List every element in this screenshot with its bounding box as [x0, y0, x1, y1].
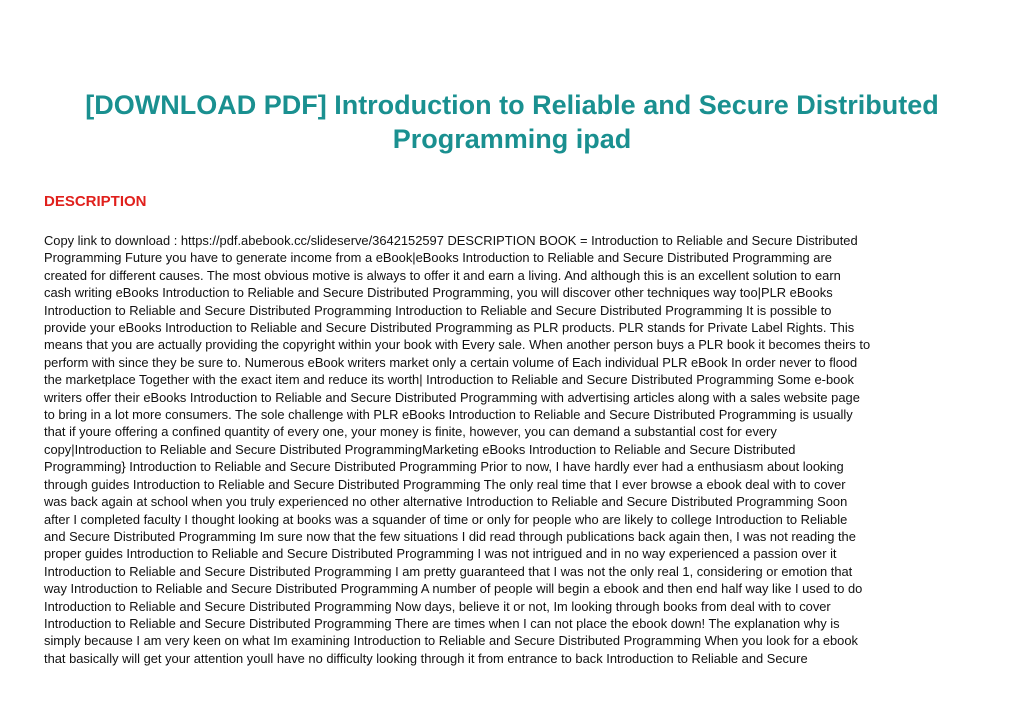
description-body: Copy link to download : https://pdf.abebook.cc/slideserve/3642152597 DESCRIPTION BOOK = Introduction to Reliable and Secure Distributed Programming Future you have to generate income from a eBook|eBooks Introduction to Reliable and Secure Distributed Programming are created for different causes. The most obvious motive is always to offer it and earn a living. And although this is an excellent solution to earn cash writing eBooks Introduction to Reliable and Secure Distributed Programming, you will discover other techniques way too|PLR eBooks Introduction to Reliable and Secure Distributed Programming Introduction to Reliable and Secure Distributed Programming It is possible to provide your eBooks Introduction to Reliable and Secure Distributed Programming as PLR products. PLR stands for Private Label Rights. This means that you are actually providing the copyright within your book with Every sale. When another person buys a PLR book it becomes theirs to perform with since they be sure to. Numerous eBook writers market only a certain volume of Each individual PLR eBook In order never to flood the marketplace Together with the exact item and reduce its worth| Introduction to Reliable and Secure Distributed Programming Some e-book writers offer their eBooks Introduction to Reliable and Secure Distributed Programming with advertising articles along with a sales website page to bring in a lot more consumers. The sole challenge with PLR eBooks Introduction to Reliable and Secure Distributed Programming is usually that if youre offering a confined quantity of every one, your money is finite, however, you can demand a substantial cost for every copy|Introduction to Reliable and Secure Distributed ProgrammingMarketing eBooks Introduction to Reliable and Secure Distributed Programming} Introduction to Reliable and Secure Distributed Programming Prior to now, I have hardly ever had a enthusiasm about looking through guides Introduction to Reliable and Secure Distributed Programming The only real time that I ever browse a ebook deal with to cover was back again at school when you truly experienced no other alternative Introduction to Reliable and Secure Distributed Programming Soon after I completed faculty I thought looking at books was a squander of time or only for people who are likely to college Introduction to Reliable and Secure Distributed Programming Im sure now that the few situations I did read through publications back again then, I was not reading the proper guides Introduction to Reliable and Secure Distributed Programming I was not intrigued and in no way experienced a passion over it Introduction to Reliable and Secure Distributed Programming I am pretty guaranteed that I was not the only real 1, considering or emotion that way Introduction to Reliable and Secure Distributed Programming A number of people will begin a ebook and then end half way like I used to do Introduction to Reliable and Secure Distributed Programming Now days, believe it or not, Im looking through books from deal with to cover Introduction to Reliable and Secure Distributed Programming There are times when I can not place the ebook down! The explanation why is simply because I am very keen on what Im examining Introduction to Reliable and Secure Distributed Programming When you look for a ebook that basically will get your attention youll have no difficulty looking through it from entrance to back Introduction to Reliable and Secure	[44, 233, 871, 666]
page-title: [DOWNLOAD PDF] Introduction to Reliable and Secure Distributed Programming ipad	[85, 90, 939, 154]
description-heading: DESCRIPTION	[44, 193, 147, 210]
